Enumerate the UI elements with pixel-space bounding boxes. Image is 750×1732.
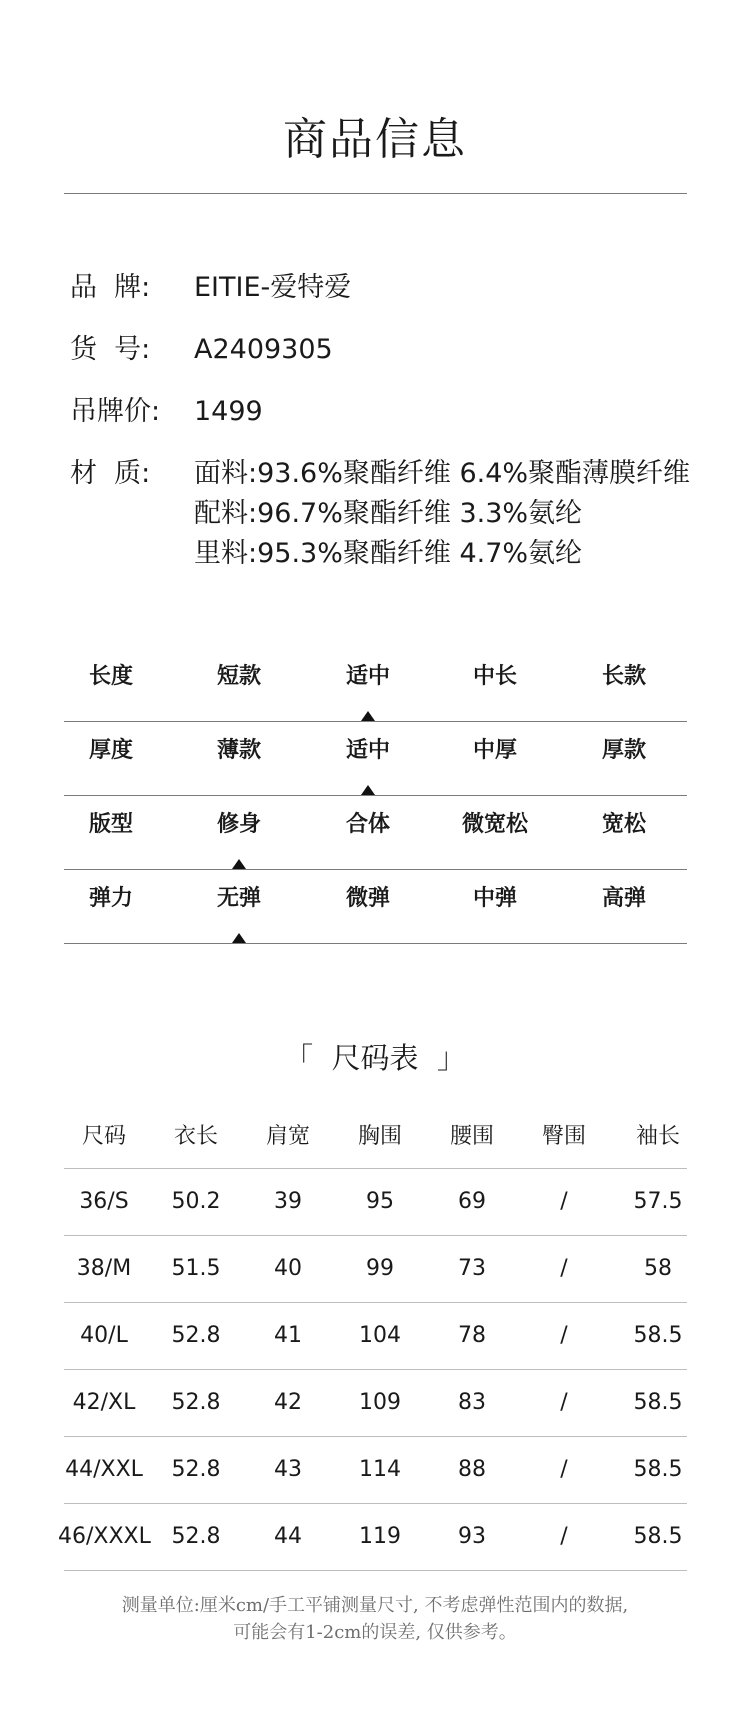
scale-option: 无弹 — [216, 886, 261, 911]
note-line: 测量单位:厘米cm/手工平铺测量尺寸, 不考虑弹性范围内的数据, — [121, 1595, 629, 1616]
price-label: 吊牌价: — [70, 396, 161, 427]
sku-label: 货 号: — [70, 334, 151, 365]
table-cell: 50.2 — [171, 1189, 221, 1214]
scale-row — [64, 796, 687, 870]
scale-option: 微弹 — [345, 886, 390, 911]
table-cell: 104 — [359, 1323, 401, 1348]
scale-label: 厚度 — [88, 738, 133, 763]
table-cell: 58.5 — [633, 1390, 683, 1415]
table-row — [64, 1236, 687, 1303]
table-cell: / — [560, 1323, 568, 1348]
material-line: 里料:95.3%聚酯纤维 4.7%氨纶 — [194, 538, 583, 569]
table-cell: 52.8 — [171, 1524, 221, 1549]
scale-option: 厚款 — [601, 738, 646, 763]
scale-option: 微宽松 — [461, 812, 528, 837]
table-cell: / — [560, 1189, 568, 1214]
column-header: 肩宽 — [265, 1124, 310, 1149]
scale-option: 中弹 — [472, 886, 517, 911]
scale-label: 弹力 — [88, 886, 133, 911]
scale-option: 合体 — [345, 812, 390, 837]
note-line: 可能会有1-2cm的误差, 仅供参考。 — [233, 1622, 517, 1643]
table-cell: / — [560, 1524, 568, 1549]
selected-marker-icon — [232, 859, 246, 869]
brand-value: EITIE-爱特爱 — [194, 272, 352, 303]
table-row — [64, 1169, 687, 1236]
scale-option: 修身 — [216, 812, 261, 837]
scale-option: 长款 — [601, 664, 646, 689]
scale-row — [64, 722, 687, 796]
table-cell: 58.5 — [633, 1524, 683, 1549]
table-cell: 36/S — [79, 1189, 129, 1214]
table-cell: 40 — [274, 1256, 302, 1281]
column-header: 腰围 — [449, 1124, 494, 1149]
table-cell: 69 — [458, 1189, 486, 1214]
title-divider — [64, 193, 687, 194]
scale-row — [64, 648, 687, 722]
material-label: 材 质: — [70, 458, 151, 489]
scale-option: 中长 — [472, 664, 517, 689]
selected-marker-icon — [361, 711, 375, 721]
scale-label: 长度 — [88, 664, 133, 689]
table-cell: 38/M — [76, 1256, 132, 1281]
table-row — [64, 1370, 687, 1437]
table-cell: 43 — [274, 1457, 302, 1482]
table-cell: 114 — [359, 1457, 401, 1482]
selected-marker-icon — [232, 933, 246, 943]
size-table-header — [64, 1108, 687, 1169]
table-cell: 99 — [366, 1256, 394, 1281]
material-values — [194, 454, 690, 574]
table-cell: 40/L — [80, 1323, 128, 1348]
table-row — [64, 1303, 687, 1370]
scale-row — [64, 870, 687, 944]
table-cell: 109 — [359, 1390, 401, 1415]
table-cell: 58.5 — [633, 1457, 683, 1482]
selected-marker-icon — [361, 785, 375, 795]
table-cell: 52.8 — [171, 1390, 221, 1415]
fit-scale-table — [64, 648, 687, 944]
scale-option: 宽松 — [601, 812, 646, 837]
scale-option: 中厚 — [472, 738, 517, 763]
table-cell: / — [560, 1256, 568, 1281]
table-cell: 78 — [458, 1323, 486, 1348]
table-cell: 52.8 — [171, 1457, 221, 1482]
page-title: 商品信息 — [283, 114, 467, 165]
table-cell: 46/XXXL — [58, 1524, 151, 1549]
table-cell: / — [560, 1390, 568, 1415]
table-cell: 42/XL — [72, 1390, 136, 1415]
size-chart — [58, 1108, 687, 1571]
table-cell: 44/XXL — [65, 1457, 143, 1482]
sku-value: A2409305 — [194, 334, 333, 365]
measurement-note — [0, 1592, 750, 1646]
column-header: 尺码 — [81, 1124, 126, 1149]
scale-option: 高弹 — [601, 886, 646, 911]
column-header: 胸围 — [357, 1124, 402, 1149]
column-header: 衣长 — [173, 1124, 218, 1149]
column-header: 袖长 — [635, 1124, 680, 1149]
table-cell: 58.5 — [633, 1323, 683, 1348]
table-cell: 42 — [274, 1390, 302, 1415]
brand-label: 品 牌: — [70, 272, 151, 303]
table-cell: 119 — [359, 1524, 401, 1549]
table-cell: 88 — [458, 1457, 486, 1482]
material-line: 配料:96.7%聚酯纤维 3.3%氨纶 — [194, 498, 583, 529]
table-cell: / — [560, 1457, 568, 1482]
table-row — [58, 1504, 687, 1571]
scale-option: 薄款 — [216, 738, 261, 763]
table-row — [64, 1437, 687, 1504]
table-cell: 39 — [274, 1189, 302, 1214]
price-value: 1499 — [194, 396, 263, 427]
scale-option: 适中 — [345, 738, 390, 763]
table-cell: 58 — [644, 1256, 672, 1281]
scale-label: 版型 — [88, 812, 133, 837]
table-cell: 57.5 — [633, 1189, 683, 1214]
table-cell: 52.8 — [171, 1323, 221, 1348]
table-cell: 95 — [366, 1189, 394, 1214]
table-cell: 83 — [458, 1390, 486, 1415]
scale-option: 适中 — [345, 664, 390, 689]
table-cell: 41 — [274, 1323, 302, 1348]
scale-option: 短款 — [216, 664, 261, 689]
table-cell: 93 — [458, 1524, 486, 1549]
material-line: 面料:93.6%聚酯纤维 6.4%聚酯薄膜纤维 — [194, 458, 691, 489]
size-chart-title: 「 尺码表 」 — [284, 1041, 466, 1075]
table-cell: 51.5 — [171, 1256, 221, 1281]
table-cell: 44 — [274, 1524, 302, 1549]
column-header: 臀围 — [541, 1124, 586, 1149]
table-cell: 73 — [458, 1256, 486, 1281]
